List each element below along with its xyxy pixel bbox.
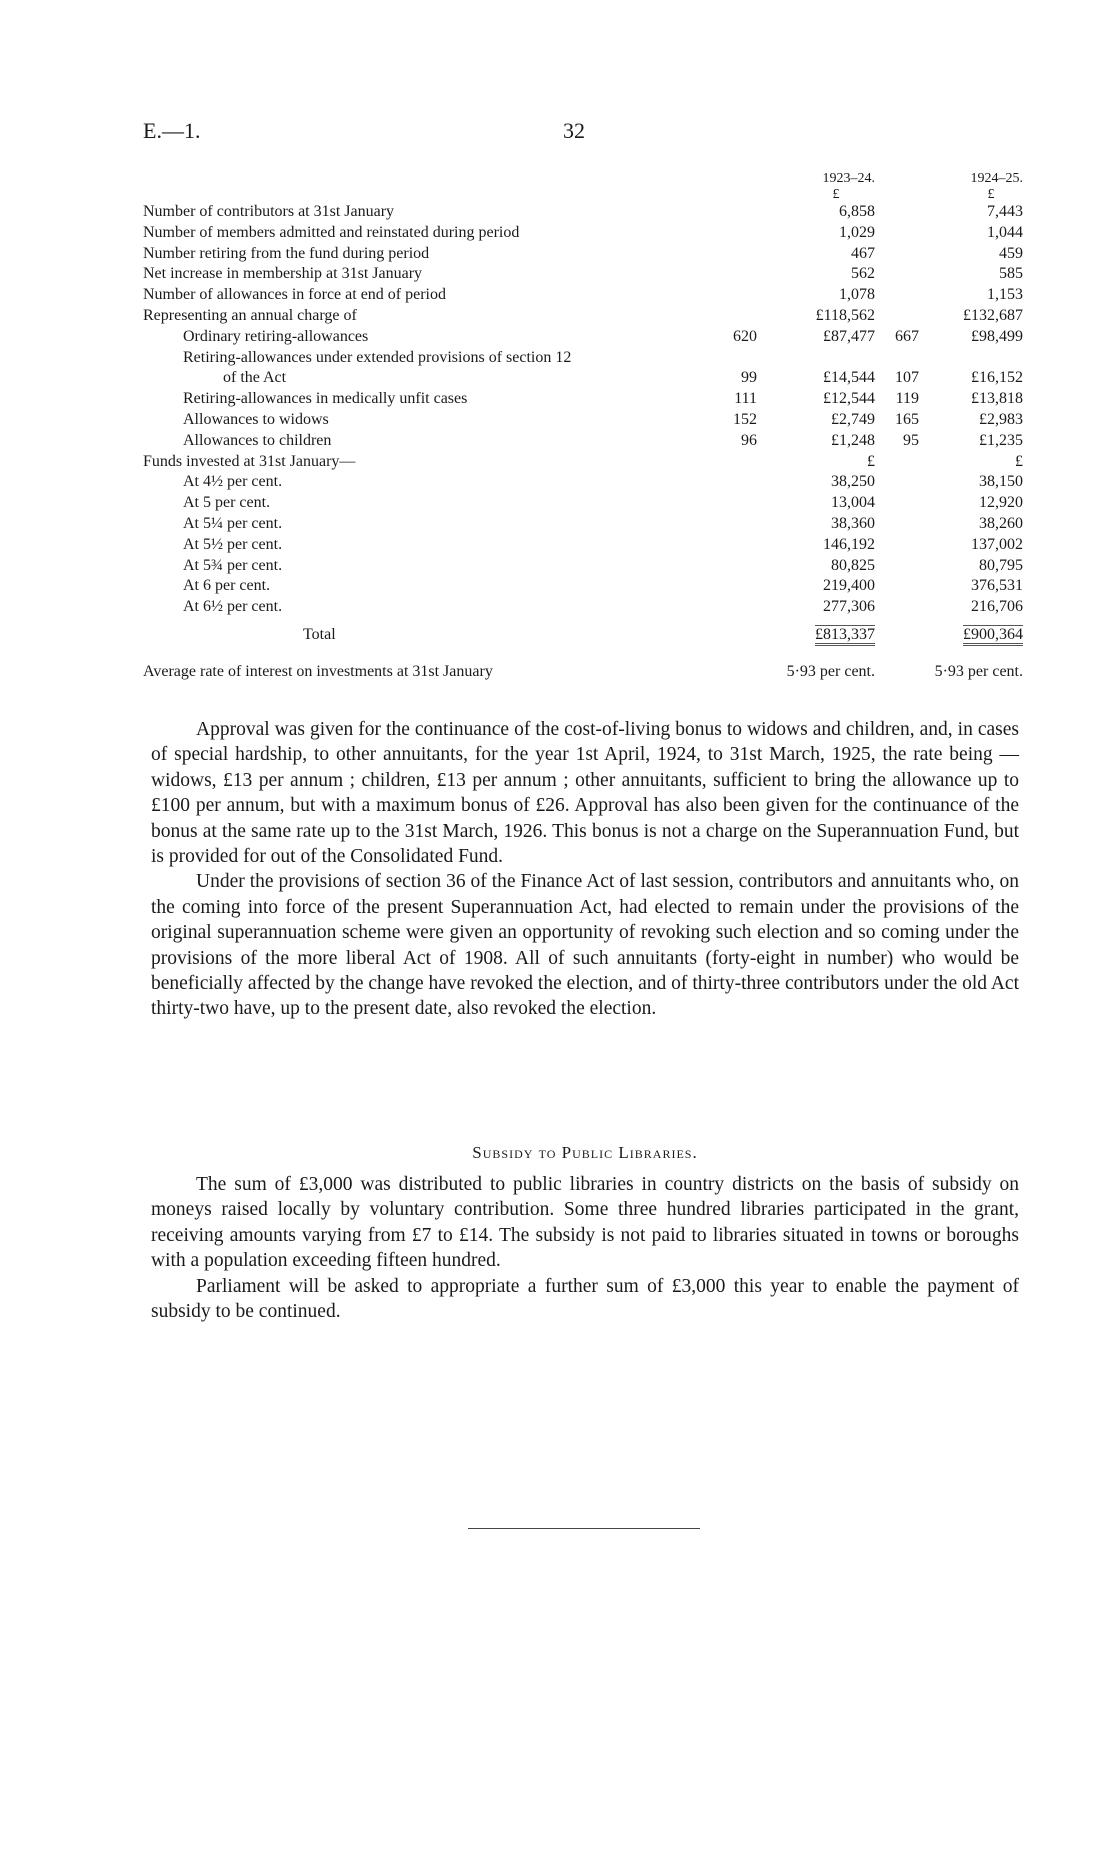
row-count-1923-24: 99 — [741, 369, 757, 387]
row-count-1923-24: 96 — [741, 431, 757, 449]
row-value-1923-24: 6,858 — [839, 203, 875, 220]
row-count-1924-25: 95 — [903, 431, 919, 449]
row-value-1923-24: 38,250 — [831, 473, 875, 491]
average-label: Average rate of interest on investments at 31st January — [143, 662, 493, 680]
paragraph-bonus: Approval was given for the continuance of the cost-of-living bonus to widows and children, and, in cases of special hardship, to other annuitants, for the year 1st April, 1924, to 31st March, 1925, the rate being — widows, £13 per annum ; children, £13 per annum ; other annuitants, sufficient to bring the allowance up to £100 per annum, but with a maximum bonus of £26. Approval has also been given for the continuance of the bonus at the same rate up to the 31st March, 1926. This bonus is not a charge on the Superannuation Fund, but is provided for out of the Consolidated Fund. — [151, 719, 1019, 868]
row-value-1923-24: 80,825 — [831, 556, 875, 574]
row-value-1924-25: 38,260 — [979, 514, 1023, 532]
row-value-1924-25: 216,706 — [971, 598, 1023, 616]
table-row — [143, 472, 1023, 493]
footer-rule — [468, 1528, 700, 1529]
row-count-1924-25 — [875, 514, 919, 535]
unit-1924-25: £ — [987, 187, 995, 202]
table-units-row — [143, 188, 1023, 202]
table-total-row — [143, 618, 1023, 652]
row-count-1924-25 — [875, 244, 919, 265]
table-row — [143, 306, 1023, 327]
row-value-1923-24: 467 — [851, 244, 875, 262]
column-header-1923-24: 1923–24. — [822, 171, 875, 186]
row-value-1923-24: 219,400 — [823, 577, 875, 595]
paragraph-parliament: Parliament will be asked to appropriate a further sum of £3,000 this year to enable the payment of subsidy to be continued. — [151, 1275, 1019, 1323]
row-count-1923-24: 111 — [734, 390, 757, 408]
row-value-1924-25: 137,002 — [971, 535, 1023, 553]
document-reference: E.—1. — [143, 118, 201, 143]
row-count-1924-25 — [875, 202, 919, 223]
row-value-1923-24: 277,306 — [823, 598, 875, 616]
total-value-1923-24 — [757, 618, 875, 652]
total-value-1923-24-text: £813,337 — [815, 625, 875, 646]
superannuation-text — [151, 717, 1019, 1022]
row-value-1923-24: 1,078 — [839, 286, 875, 304]
row-label: Number of allowances in force at end of period — [143, 286, 446, 304]
row-count-1924-25: 667 — [895, 327, 919, 345]
total-label: Total — [303, 625, 336, 643]
row-value-1923-24: £2,749 — [831, 410, 875, 428]
row-label: Funds invested at 31st January— — [143, 452, 356, 470]
row-label: At 6 per cent. — [183, 577, 271, 595]
row-count-1924-25: 165 — [895, 410, 919, 428]
row-count-1923-24 — [713, 264, 757, 285]
libraries-text — [151, 1172, 1019, 1324]
row-value-1924-25: £13,818 — [971, 390, 1023, 408]
row-count-1923-24 — [713, 514, 757, 535]
row-value-1924-25: 12,920 — [979, 494, 1023, 512]
row-count-1924-25 — [875, 285, 919, 306]
row-count-1923-24 — [713, 452, 757, 473]
paragraph-subsidy: The sum of £3,000 was distributed to public libraries in country districts on the basis of subsidy on moneys raised locally by voluntary contribution. Some three hundred libraries participated in the grant, receiving amounts varying from £7 to £14. The subsidy is not paid to libraries situated in towns or boroughs with a population exceeding fifteen hundred. — [151, 1174, 1019, 1272]
row-label: At 4½ per cent. — [183, 473, 283, 491]
row-value-1923-24: £87,477 — [823, 327, 875, 345]
row-label: At 5¾ per cent. — [183, 556, 283, 574]
row-value-1924-25: £2,983 — [979, 410, 1023, 428]
row-count-1924-25 — [875, 223, 919, 244]
row-value-1923-24: 562 — [851, 265, 875, 283]
row-value-1924-25: 80,795 — [979, 556, 1023, 574]
row-count-1923-24: 152 — [733, 410, 757, 428]
row-value-1923-24: £14,544 — [823, 369, 875, 387]
table-row — [143, 368, 1023, 389]
row-count-1923-24 — [713, 202, 757, 223]
row-label: Retiring-allowances in medically unfit cases — [183, 390, 468, 408]
row-value-1924-25: £16,152 — [971, 369, 1023, 387]
row-value-1924-25: 1,153 — [987, 286, 1023, 304]
table-row — [143, 431, 1023, 452]
row-count-1924-25 — [875, 472, 919, 493]
row-count-1924-25 — [875, 535, 919, 556]
table-row — [143, 223, 1023, 244]
table-row — [143, 410, 1023, 431]
row-label: Number retiring from the fund during period — [143, 244, 430, 262]
row-value-1924-25: 459 — [999, 244, 1023, 262]
row-count-1924-25 — [875, 493, 919, 514]
row-value-1923-24: 38,360 — [831, 514, 875, 532]
row-count-1923-24 — [713, 348, 757, 369]
table-row — [143, 327, 1023, 348]
row-label: Ordinary retiring-allowances — [183, 327, 369, 345]
row-label: Representing an annual charge of — [143, 306, 357, 324]
row-count-1923-24 — [713, 493, 757, 514]
table-row — [143, 535, 1023, 556]
row-value-1923-24: £1,248 — [831, 431, 875, 449]
row-count-1923-24 — [713, 223, 757, 244]
total-value-1924-25-text: £900,364 — [963, 625, 1023, 646]
column-header-1924-25: 1924–25. — [970, 171, 1023, 186]
paragraph-finance-act: Under the provisions of section 36 of the Finance Act of last session, contributors and annuitants who, on the coming into force of the present Superannuation Act, had elected to remain under the provisions of the original superannuation scheme were given an opportunity of revoking such election and so coming under the provisions of the more liberal Act of 1908. All of such annuitants (forty-eight in number) who would be beneficially affected by the change have revoked the election, and of thirty-three contributors under the old Act thirty-two have, up to the present date, also revoked the election. — [151, 871, 1019, 1020]
row-value-1923-24: £12,544 — [823, 390, 875, 408]
row-value-1923-24: £ — [867, 452, 875, 470]
row-count-1924-25 — [875, 597, 919, 618]
row-count-1923-24 — [713, 306, 757, 327]
row-count-1923-24: 620 — [733, 327, 757, 345]
row-count-1923-24 — [713, 244, 757, 265]
table-row — [143, 285, 1023, 306]
table-row — [143, 493, 1023, 514]
row-count-1924-25 — [875, 576, 919, 597]
unit-1923-24: £ — [832, 187, 840, 202]
average-value-1923-24: 5·93 per cent. — [786, 662, 875, 680]
row-value-1923-24: 1,029 — [839, 223, 875, 241]
row-value-1923-24: 146,192 — [823, 535, 875, 553]
table-row — [143, 514, 1023, 535]
row-count-1923-24 — [713, 576, 757, 597]
row-count-1923-24 — [713, 556, 757, 577]
row-value-1924-25 — [919, 348, 1023, 369]
row-count-1924-25 — [875, 452, 919, 473]
row-value-1924-25: £ — [1015, 452, 1023, 470]
row-count-1923-24 — [713, 285, 757, 306]
row-value-1923-24: £118,562 — [815, 306, 875, 324]
row-value-1924-25: £132,687 — [963, 306, 1023, 324]
row-label: Retiring-allowances under extended provisions of section 12 — [183, 348, 572, 366]
table-row — [143, 202, 1023, 223]
row-label: At 5¼ per cent. — [183, 514, 283, 532]
row-count-1923-24 — [713, 597, 757, 618]
table-row — [143, 597, 1023, 618]
page-number: 32 — [563, 118, 585, 143]
section-heading-libraries: Subsidy to Public Libraries. — [472, 1143, 698, 1162]
table-row — [143, 244, 1023, 265]
table-row — [143, 556, 1023, 577]
row-count-1924-25 — [875, 306, 919, 327]
row-label: Net increase in membership at 31st January — [143, 265, 423, 283]
row-value-1923-24: 13,004 — [831, 494, 875, 512]
total-value-1924-25 — [919, 618, 1023, 652]
row-value-1923-24 — [757, 348, 875, 369]
table-average-row — [143, 652, 1023, 692]
row-label: Number of members admitted and reinstated during period — [143, 223, 520, 241]
superannuation-statistics-table — [143, 170, 1023, 692]
row-label: Number of contributors at 31st January — [143, 203, 395, 220]
row-label: of the Act — [223, 369, 287, 387]
table-row — [143, 348, 1023, 369]
row-count-1923-24 — [713, 472, 757, 493]
table-row — [143, 389, 1023, 410]
row-count-1924-25 — [875, 556, 919, 577]
row-count-1924-25: 107 — [895, 369, 919, 387]
row-value-1924-25: 38,150 — [979, 473, 1023, 491]
page-header — [143, 118, 1013, 148]
table-row — [143, 264, 1023, 285]
row-label: At 6½ per cent. — [183, 598, 283, 616]
row-label: At 5½ per cent. — [183, 535, 283, 553]
table-column-headers — [143, 170, 1023, 188]
row-count-1923-24 — [713, 535, 757, 556]
row-count-1924-25: 119 — [895, 390, 919, 408]
table-row — [143, 576, 1023, 597]
row-value-1924-25: 585 — [999, 265, 1023, 283]
row-count-1924-25 — [875, 264, 919, 285]
average-value-1924-25: 5·93 per cent. — [934, 662, 1023, 680]
row-value-1924-25: 7,443 — [987, 203, 1023, 220]
row-value-1924-25: 1,044 — [987, 223, 1023, 241]
row-count-1924-25 — [875, 348, 919, 369]
row-value-1924-25: £98,499 — [971, 327, 1023, 345]
row-label: Allowances to widows — [183, 410, 329, 428]
row-value-1924-25: £1,235 — [979, 431, 1023, 449]
row-value-1924-25: 376,531 — [971, 577, 1023, 595]
row-label: At 5 per cent. — [183, 494, 271, 512]
row-label: Allowances to children — [183, 431, 332, 449]
table-row — [143, 452, 1023, 473]
